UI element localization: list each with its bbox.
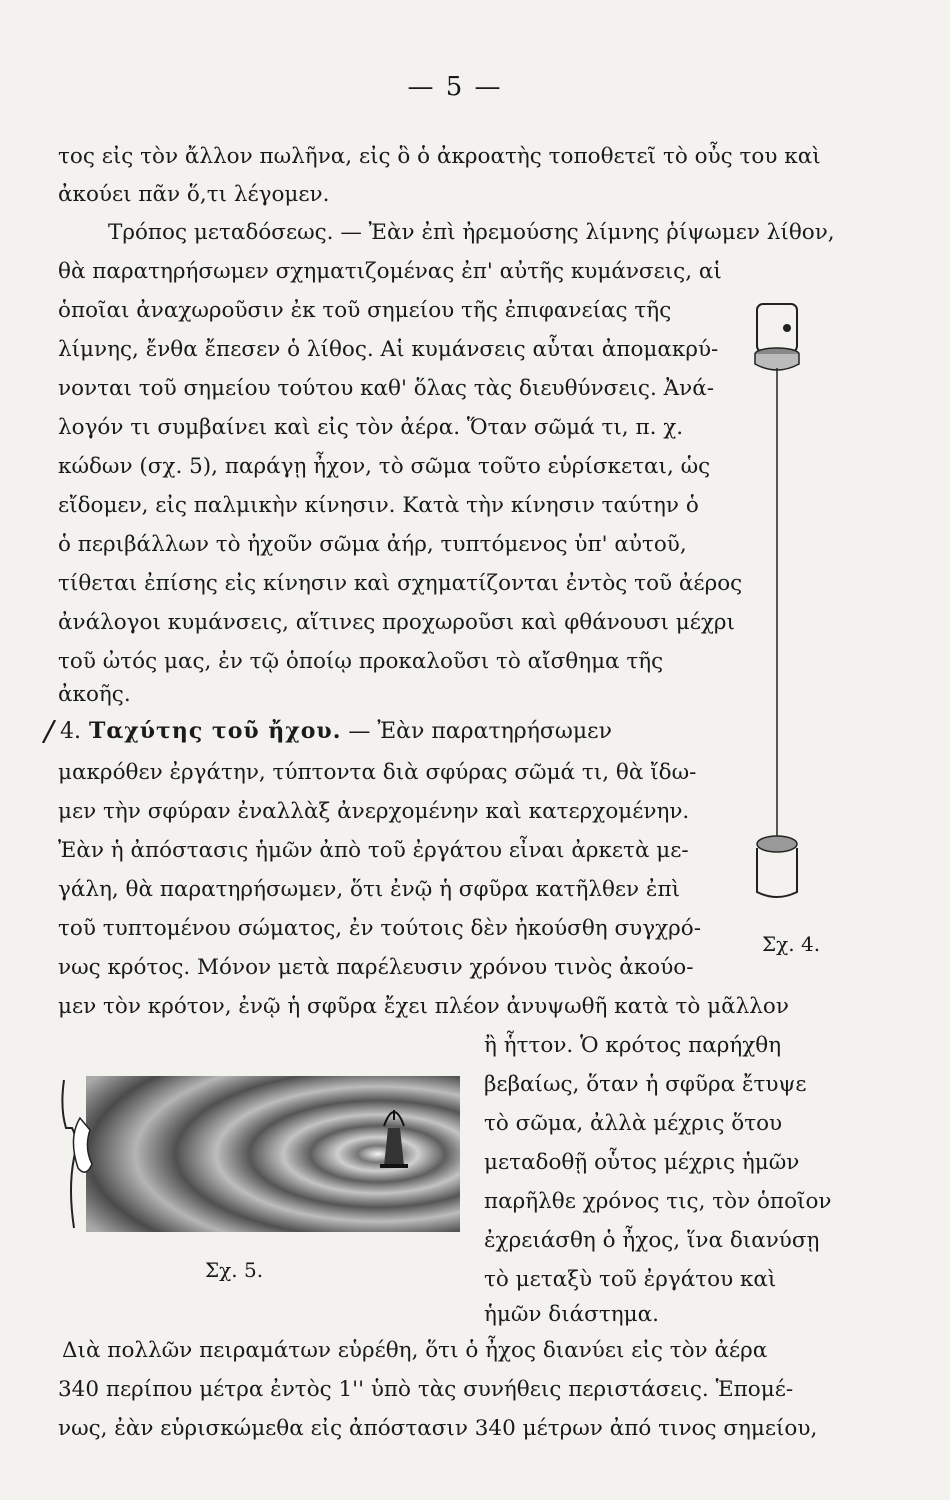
text-line: νονται τοῦ σημείου τούτου καθ' ὅλας τὰς διευθύνσεις. Ἀνά- xyxy=(58,376,715,401)
text-line: ἀνάλογοι κυμάνσεις, αἵτινες προχωροῦσι καὶ φθάνουσι μέχρι xyxy=(58,610,735,635)
page-number: — 5 — xyxy=(407,72,503,102)
text-line: μεταδοθῇ οὗτος μέχρις ἡμῶν xyxy=(484,1150,800,1175)
text-line: τὸ σῶμα, ἀλλὰ μέχρις ὅτου xyxy=(484,1111,783,1136)
text-line: Διὰ πολλῶν πειραμάτων εὑρέθη, ὅτι ὁ ἦχος διανύει εἰς τὸν ἀέρα xyxy=(62,1338,768,1363)
section-number: 4. xyxy=(60,719,81,744)
text-line: ἢ ἧττον. Ὁ κρότος παρήχθη xyxy=(484,1033,782,1058)
text-line: ἐχρειάσθη ὁ ἦχος, ἵνα διανύσῃ xyxy=(484,1228,820,1253)
text-line: ἡμῶν διάστημα. xyxy=(484,1302,659,1327)
wave-field xyxy=(86,1076,460,1232)
section-lead-text: — Ἐὰν παρατηρήσωμεν xyxy=(348,719,612,744)
text-line: τοῦ ὠτός μας, ἐν τῷ ὁποίῳ προκαλοῦσι τὸ αἴσθημα τῆς xyxy=(58,649,664,674)
section-heading xyxy=(60,718,612,744)
text-line: νως, ἐὰν εὑρισκώμεθα εἰς ἀπόστασιν 340 μέτρων ἀπό τινος σημείου, xyxy=(58,1416,818,1441)
text-line: 340 περίπου μέτρα ἐντὸς 1'' ὑπὸ τὰς συνήθεις περιστάσεις. Ἑπομέ- xyxy=(58,1377,794,1402)
pencil-mark: / xyxy=(41,713,58,750)
text-line: εἴδομεν, εἰς παλμικὴν κίνησιν. Κατὰ τὴν κίνησιν ταύτην ὁ xyxy=(58,493,699,518)
text-line: μεν τὴν σφύραν ἐναλλὰξ ἀνερχομένην καὶ κατερχομένην. xyxy=(58,799,690,824)
text-line: Ἐὰν ἡ ἀπόστασις ἡμῶν ἀπὸ τοῦ ἐργάτου εἶναι ἀρκετὰ με- xyxy=(58,838,689,863)
text-line: γάλη, θὰ παρατηρήσωμεν, ὅτι ἐνῷ ἡ σφῦρα κατῆλθεν ἐπὶ xyxy=(58,877,681,902)
text-line: τίθεται ἐπίσης εἰς κίνησιν καὶ σχηματίζονται ἐντὸς τοῦ ἀέρος xyxy=(58,571,743,596)
text-line: ὁποῖαι ἀναχωροῦσιν ἐκ τοῦ σημείου τῆς ἐπιφανείας τῆς xyxy=(58,298,672,323)
text-line: μεν τὸν κρότον, ἐνῷ ἡ σφῦρα ἔχει πλέον ἀνυψωθῆ κατὰ τὸ μᾶλλον xyxy=(58,994,789,1019)
text-line: λογόν τι συμβαίνει καὶ εἰς τὸν ἀέρα. Ὅταν σῶμά τι, π. χ. xyxy=(58,415,684,440)
text-line: λίμνης, ἔνθα ἔπεσεν ὁ λίθος. Αἱ κυμάνσεις αὗται ἀπομακρύ- xyxy=(58,337,719,362)
text-line: ἀκοῆς. xyxy=(58,682,131,707)
figure-4-string-telephone xyxy=(745,296,815,916)
section-title: Ταχύτης τοῦ ἤχου. xyxy=(89,718,342,744)
upper-cup-icon xyxy=(755,304,799,370)
figure-5-caption: Σχ. 5. xyxy=(205,1258,264,1282)
text-line: ὁ περιβάλλων τὸ ἠχοῦν σῶμα ἀήρ, τυπτόμενος ὑπ' αὐτοῦ, xyxy=(58,532,687,557)
paragraph-lead-line: Τρόπος μεταδόσεως. — Ἐὰν ἐπὶ ἠρεμούσης λίμνης ῥίψωμεν λίθον, xyxy=(108,220,835,245)
text-line: ἀκούει πᾶν ὅ,τι λέγομεν. xyxy=(58,182,330,207)
text-line: τοῦ τυπτομένου σώματος, ἐν τούτοις δὲν ἠκούσθη συγχρό- xyxy=(58,916,701,941)
figure-4-caption: Σχ. 4. xyxy=(762,932,821,956)
text-line: κώδων (σχ. 5), παράγῃ ἦχον, τὸ σῶμα τοῦτο εὑρίσκεται, ὡς xyxy=(58,454,711,479)
text-line: παρῆλθε χρόνος τις, τὸν ὁποῖον xyxy=(484,1189,832,1214)
text-line: νως κρότος. Μόνον μετὰ παρέλευσιν χρόνου τινὸς ἀκούο- xyxy=(58,955,694,980)
text-line: βεβαίως, ὅταν ἡ σφῦρα ἔτυψε xyxy=(484,1072,807,1097)
text-line: τὸ μεταξὺ τοῦ ἐργάτου καὶ xyxy=(484,1267,777,1292)
lower-cup-icon xyxy=(757,836,797,897)
figure-5-sound-waves xyxy=(58,1068,463,1236)
text-line: θὰ παρατηρήσωμεν σχηματιζομένας ἐπ' αὐτῆς κυμάνσεις, αἱ xyxy=(58,259,722,284)
text-line: τος εἰς τὸν ἄλλον πωλῆνα, εἰς ὃ ὁ ἀκροατὴς τοποθετεῖ τὸ οὖς του καὶ xyxy=(58,144,821,169)
text-line: μακρόθεν ἐργάτην, τύπτοντα διὰ σφύρας σῶμά τι, θὰ ἴδω- xyxy=(58,760,697,785)
